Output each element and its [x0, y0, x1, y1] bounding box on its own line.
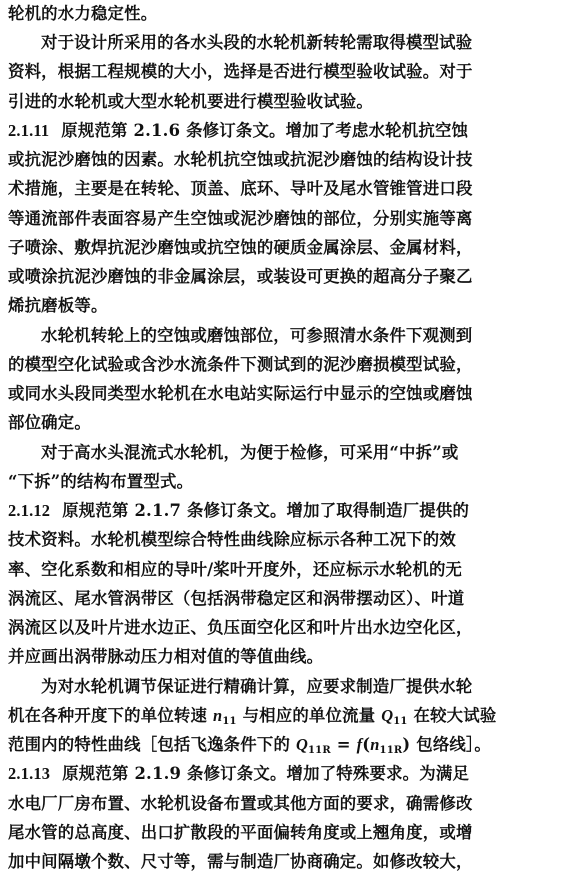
text-line: 对于高水头混流式水轮机，为便于检修，可采用“中拆”或 [41, 443, 459, 462]
text-line: 术措施，主要是在转轮、顶盖、底环、导叶及尾水管锥管进口段 [8, 179, 473, 198]
text-line: 等通流部件表面容易产生空蚀或泥沙磨蚀的部位，分别实施等离 [8, 209, 473, 228]
formula-text: 在较大试验 [407, 706, 497, 725]
text-line: 或同水头段同类型水轮机在水电站实际运行中显示的空蚀或磨蚀 [8, 384, 473, 403]
function-symbol: f [356, 735, 363, 754]
text-line: “下拆”的结构布置型式。 [8, 472, 194, 491]
text-line: 的模型空化试验或含沙水流条件下测试到的泥沙磨损模型试验， [8, 355, 473, 374]
text-line: 引进的水轮机或大型水轮机要进行模型验收试验。 [8, 92, 373, 111]
unit-speed-subscript: 11 [222, 716, 237, 727]
equals-sign: = [330, 735, 357, 754]
formula-line-unit-speed [8, 702, 496, 730]
runaway-speed-subscript: 11R [379, 745, 403, 756]
runaway-speed-symbol: n [370, 735, 380, 754]
text-line: 并应画出涡带脉动压力相对值的等值曲线。 [8, 647, 324, 666]
section-number: 2.1.11 [8, 121, 50, 140]
text-line: 资料，根据工程规模的大小，选择是否进行模型验收试验。对于 [8, 62, 473, 81]
text-line: 对于设计所采用的各水头段的水轮机新转轮需取得模型试验 [41, 33, 473, 52]
section-heading-line [8, 117, 468, 145]
section-text: 原规范第 2.1.6 条修订条文。增加了考虑水轮机抗空蚀 [61, 121, 469, 140]
formula-text: 范围内的特性曲线［包括飞逸条件下的 [8, 735, 296, 754]
paren-open: ( [362, 735, 371, 754]
text-line: 部位确定。 [8, 413, 91, 432]
text-line: 为对水轮机调节保证进行精确计算，应要求制造厂提供水轮 [41, 677, 473, 696]
text-line: 烯抗磨板等。 [8, 296, 108, 315]
formula-text: 机在各种开度下的单位转速 [8, 706, 213, 725]
section-text: 原规范第 2.1.7 条修订条文。增加了取得制造厂提供的 [62, 501, 470, 520]
unit-flow-subscript: 11 [393, 716, 408, 727]
section-number: 2.1.13 [8, 764, 51, 783]
formula-line-runaway [8, 731, 491, 759]
paren-close: ) [402, 735, 411, 754]
text-line: 涡流区、尾水管涡带区（包括涡带稳定区和涡带摆动区）、叶道 [8, 589, 465, 608]
text-line: 加中间隔墩个数、尺寸等，需与制造厂协商确定。如修改较大， [8, 852, 473, 871]
section-heading-line [8, 760, 469, 788]
section-text: 原规范第 2.1.9 条修订条文。增加了特殊要求。为满足 [62, 764, 470, 783]
text-line: 涡流区以及叶片进水边正、负压面空化区和叶片出水边空化区， [8, 618, 473, 637]
text-line: 或喷涂抗泥沙磨蚀的非金属涂层，或装设可更换的超高分子聚乙 [8, 267, 473, 286]
unit-speed-symbol: n [213, 706, 223, 725]
text-line: 轮机的水力稳定性。 [8, 4, 158, 23]
formula-text: 与相应的单位流量 [236, 706, 382, 725]
section-number: 2.1.12 [8, 501, 51, 520]
text-line: 水电厂厂房布置、水轮机设备布置或其他方面的要求，确需修改 [8, 794, 473, 813]
text-line: 尾水管的总高度、出口扩散段的平面偏转角度或上翘角度，或增 [8, 823, 473, 842]
unit-flow-symbol: Q [381, 706, 394, 725]
formula-text: 包络线］。 [410, 735, 492, 754]
text-line: 或抗泥沙磨蚀的因素。水轮机抗空蚀或抗泥沙磨蚀的结构设计技 [8, 150, 473, 169]
text-line: 率、空化系数和相应的导叶/桨叶开度外，还应标示水轮机的无 [8, 560, 463, 579]
runaway-flow-symbol: Q [295, 735, 308, 754]
text-line: 子喷涂、敷焊抗泥沙磨蚀或抗空蚀的硬质金属涂层、金属材料， [8, 238, 473, 257]
text-line: 技术资料。水轮机模型综合特性曲线除应标示各种工况下的效 [8, 530, 456, 549]
section-heading-line [8, 497, 469, 525]
runaway-flow-subscript: 11R [308, 745, 331, 756]
text-line: 水轮机转轮上的空蚀或磨蚀部位，可参照清水条件下观测到 [41, 326, 473, 345]
